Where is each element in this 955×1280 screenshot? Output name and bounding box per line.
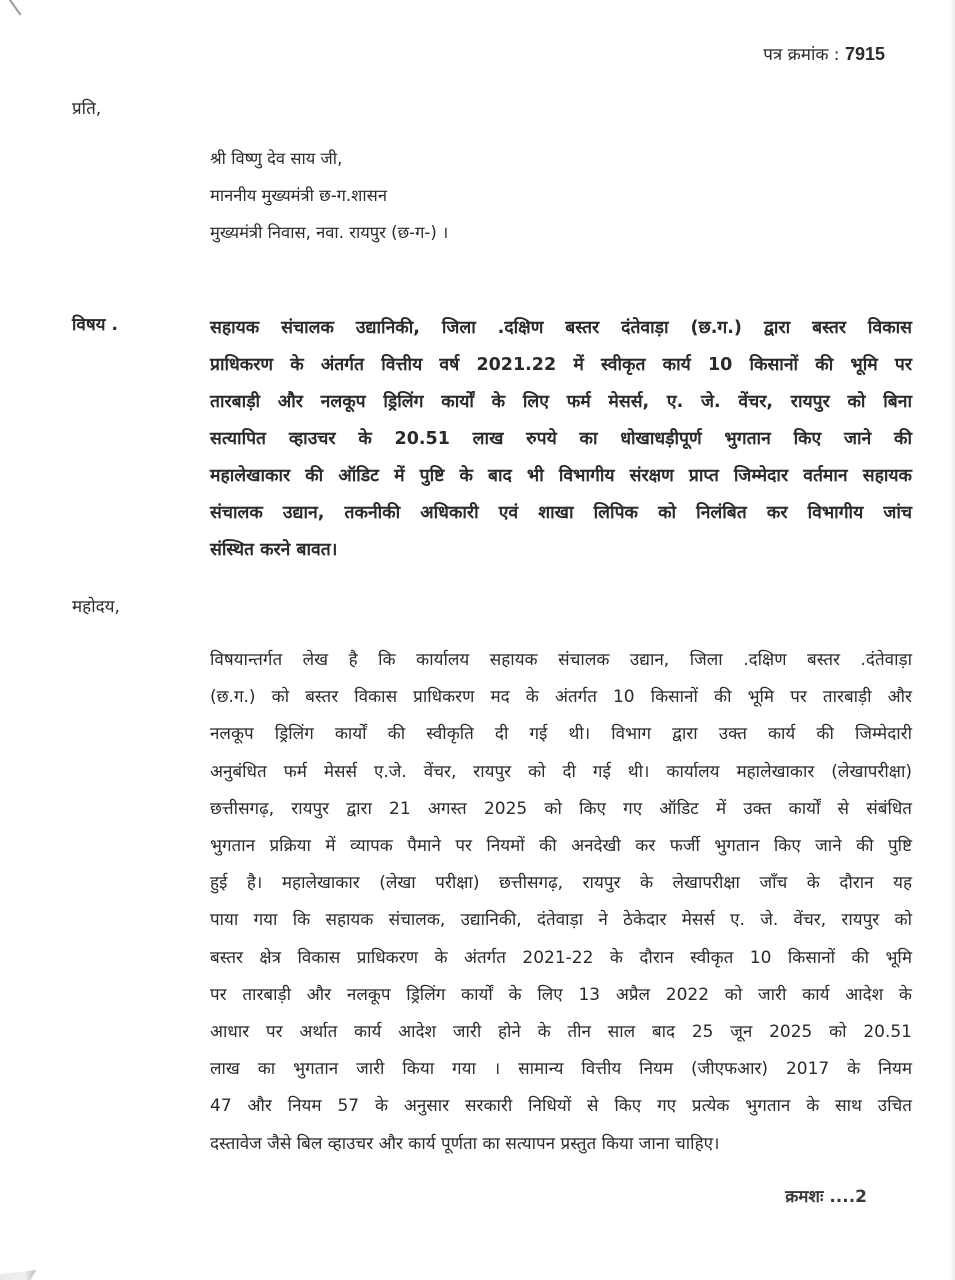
letter-body [210,642,912,1163]
subject-text [210,310,912,569]
subject-line: तारबाड़ी और नलकूप ड्रिलिंग कार्यों के लिए फर्म मेसर्स, ए. जे. वेंचर, रायपुर को बिना [210,392,912,412]
addressee-name: श्री विष्णु देव साय जी, [210,149,343,168]
subject-label: विषय . [72,315,118,335]
body-line: दस्तावेज जैसे बिल व्हाउचर और कार्य पूर्णता का सत्यापन प्रस्तुत किया जाना चाहिए। [210,1133,720,1154]
body-line: अनुबंधित फर्म मेसर्स ए.जे. वेंचर, रायपुर को दी गई थी। कार्यालय महालेखाकार (लेखापरीक्षा) [210,761,912,782]
subject-line: महालेखाकार की ऑडिट में पुष्टि के बाद भी विभागीय संरक्षण प्राप्त जिम्मेदार वर्तमान सहायक [210,466,912,486]
salutation-to: प्रति, [72,99,102,119]
body-line: पर तारबाड़ी और नलकूप ड्रिलिंग कार्यों के लिए 13 अप्रैल 2022 को जारी कार्य आदेश के [210,984,912,1005]
subject-line: सहायक संचालक उद्यानिकी, जिला .दक्षिण बस्तर दंतेवाड़ा (छ.ग.) द्वारा बस्तर विकास [210,318,912,338]
letter-reference [763,42,885,65]
scan-edge-mark [6,0,21,16]
body-line: हुई है। महालेखाकार (लेखा परीक्षा) छत्तीसगढ़, रायपुर के लेखापरीक्षा जाँच के दौरान यह [210,873,912,894]
subject-line: सत्यापित व्हाउचर के 20.51 लाख रुपये का धोखाधड़ीपूर्ण भुगतान किए जाने की [210,429,912,449]
body-line: भुगतान प्रक्रिया में व्यापक पैमाने पर नियमों की अनदेखी कर फर्जी भुगतान किए जाने की पुष्टि [210,836,912,857]
subject-line: संस्थित करने बावत। [210,540,338,560]
body-line: विषयान्तर्गत लेख है कि कार्यालय सहायक संचालक उद्यान, जिला .दक्षिण बस्तर .दंतेवाड़ा [210,650,912,670]
page-edge-shadow [949,0,955,1280]
body-line: 47 और नियम 57 के अनुसार सरकारी निधियों से किए गए प्रत्येक भुगतान के साथ उचित [210,1096,912,1117]
greeting: महोदय, [72,597,120,617]
subject-line: संचालक उद्यान, तकनीकी अधिकारी एवं शाखा लिपिक को निलंबित कर विभागीय जांच [210,503,912,523]
addressee-block [210,140,448,251]
addressee-designation: माननीय मुख्यमंत्री छ-ग.शासन [210,186,387,205]
addressee-address: मुख्यमंत्री निवास, नवा. रायपुर (छ-ग-) । [210,223,449,242]
body-line: लाख का भुगतान जारी किया गया । सामान्य वित्तीय नियम (जीएफआर) 2017 के नियम [210,1059,912,1080]
body-line: नलकूप ड्रिलिंग कार्यों की स्वीकृति दी गई थी। विभाग द्वारा उक्त कार्य की जिम्मेदारी [210,724,912,745]
reference-label: पत्र क्रमांक : [763,45,845,65]
body-line: (छ.ग.) को बस्तर विकास प्राधिकरण मद के अंतर्गत 10 किसानों की भूमि पर तारबाड़ी और [210,687,912,708]
subject-line: प्राधिकरण के अंतर्गत वित्तीय वर्ष 2021.22 में स्वीकृत कार्य 10 किसानों की भूमि पर [210,355,912,375]
body-line: पाया गया कि सहायक संचालक, उद्यानिकी, दंतेवाड़ा ने ठेकेदार मेसर्स ए. जे. वेंचर, रायपुर को [210,910,912,931]
continuation-note: क्रमशः ....2 [785,1187,867,1207]
body-line: बस्तर क्षेत्र विकास प्राधिकरण के अंतर्गत 2021-22 के दौरान स्वीकृत 10 किसानों की भूमि [210,947,912,968]
body-line: छत्तीसगढ़, रायपुर द्वारा 21 अगस्त 2025 को किए गए ऑडिट में उक्त कार्यों से संबंधित [210,798,912,819]
page-corner-fold [0,1270,36,1280]
reference-number: 7915 [844,44,885,64]
body-line: आधार पर अर्थात कार्य आदेश जारी होने के तीन साल बाद 25 जून 2025 को 20.51 [210,1022,912,1043]
